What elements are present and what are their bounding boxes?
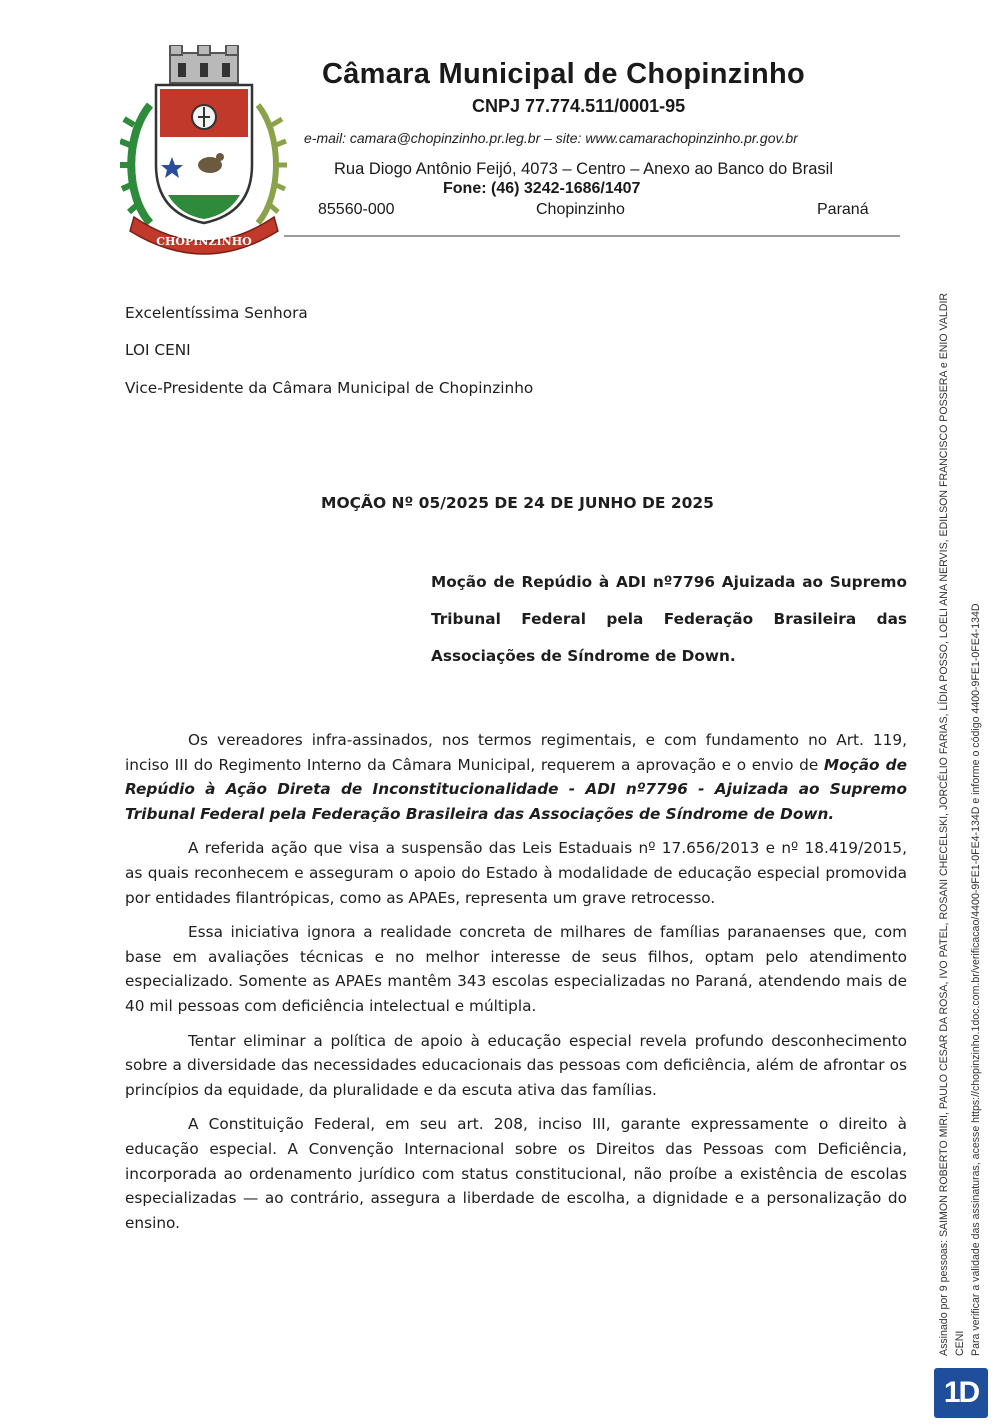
addressee-salutation: Excelentíssima Senhora [125,304,308,322]
paragraph-1 [125,728,907,826]
signature-strip-line-2: CENI [954,1330,966,1356]
crest-banner-text: CHOPINZINHO [156,235,252,248]
signature-strip-line-1: Assinado por 9 pessoas: SAIMON ROBERTO MIRI, PAULO CESAR DA ROSA, IVO PATEL, ROSANI CHECELSKI, JORCÉLIO FARIAS, LÍDIA POSSO, LOELI ANA NERVIS, EDILSON FRANCISCO POSSERA e ENIO VALDIR [938,292,950,1356]
ementa: Moção de Repúdio à ADI nº7796 Ajuizada ao Supremo Tribunal Federal pela Federação Brasileira das Associações de Síndrome de Down. [431,573,907,665]
address-line: Rua Diogo Antônio Feijó, 4073 – Centro – Anexo ao Banco do Brasil [334,160,833,178]
paragraph-1-text: Os vereadores infra-assinados, nos termos regimentais, e com fundamento no Art. 119, inciso III do Regimento Interno da Câmara Municipal, requerem a aprovação e o envio de [125,731,907,774]
1doc-logo-icon [934,1368,988,1418]
1doc-logo-text: 1D [943,1376,979,1409]
paragraph-2: A referida ação que visa a suspensão das Leis Estaduais nº 17.656/2013 e nº 18.419/2015, as quais reconhecem e asseguram o apoio do Estado à modalidade de educação especial promovida por entidades filantrópicas, como as APAEs, representa um grave retrocesso. [125,839,907,907]
addressee-role: Vice-Presidente da Câmara Municipal de Chopinzinho [125,379,534,397]
paragraph-3: Essa iniciativa ignora a realidade concreta de milhares de famílias paranaenses que, com base em avaliações técnicas e no melhor interesse de seus filhos, optam pelo atendimento especializado. Somente as APAEs mantêm 343 escolas especializadas no Paraná, atendendo mais de 40 mil pessoas com deficiência intelectual e múltipla. [125,923,907,1015]
document-title: MOÇÃO Nº 05/2025 DE 24 DE JUNHO DE 2025 [321,494,714,512]
municipal-crest-icon [120,45,288,263]
contact-line: e-mail: camara@chopinzinho.pr.leg.br – site: www.camarachopinzinho.pr.gov.br [304,130,798,146]
institution-title: Câmara Municipal de Chopinzinho [322,58,805,90]
signature-verification-link[interactable]: Para verificar a validade das assinaturas, acesse https://chopinzinho.1doc.com.br/verificacao/4400-9FE1-0FE4-134D e informe o código 4400-9FE1-0FE4-134D [970,603,982,1356]
postal-code: 85560-000 [318,201,395,218]
paragraph-4: Tentar eliminar a política de apoio à educação especial revela profundo desconhecimento sobre a diversidade das necessidades educacionais das pessoas com deficiência, além de afrontar os princípios da equidade, da pluralidade e da escuta ativa das famílias. [125,1031,907,1099]
paragraph-1-emphasis: Moção de Repúdio à Ação Direta de Inconstitucionalidade - ADI nº7796 - Ajuizada ao Supremo Tribunal Federal pela Federação Brasileira das Associações de Síndrome de Down. [125,755,907,823]
addressee-name: LOI CENI [125,341,191,359]
header-divider [284,235,900,237]
paragraph-5: A Constituição Federal, em seu art. 208, inciso III, garante expressamente o direito à educação especial. A Convenção Internacional sobre os Direitos das Pessoas com Deficiência, incorporada ao ordenamento jurídico com status constitucional, não proíbe a existência de escolas especializadas — ao contrário, assegura a liberdade de escolha, a dignidade e a personalização do ensino. [125,1115,907,1232]
cnpj: CNPJ 77.774.511/0001-95 [472,96,686,116]
document-body [125,728,907,1245]
phone-line: Fone: (46) 3242-1686/1407 [443,180,641,197]
city: Chopinzinho [536,201,625,218]
state: Paraná [817,201,869,218]
